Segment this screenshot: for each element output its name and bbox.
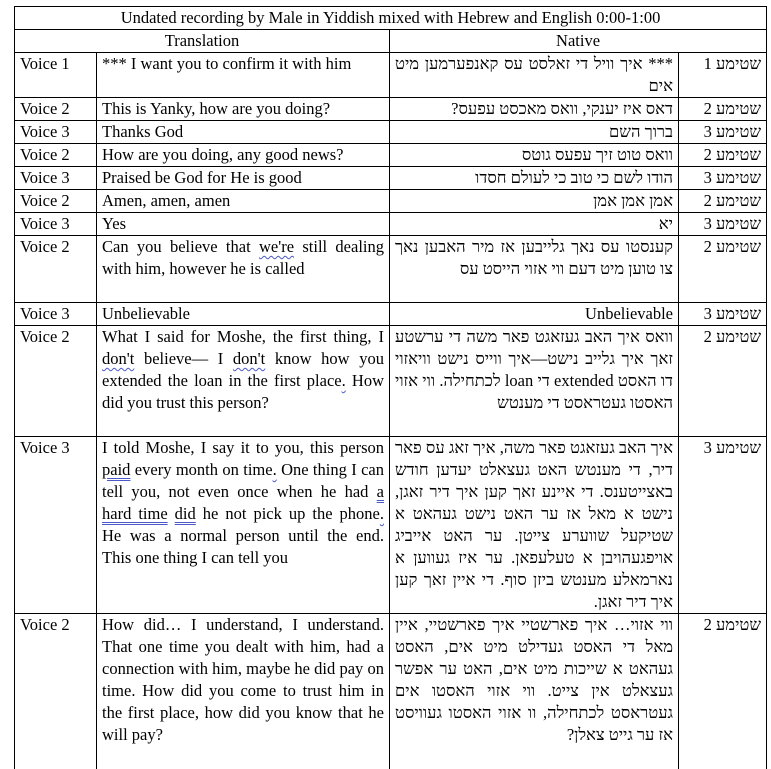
voice-label: Voice 2 xyxy=(15,144,97,167)
native-text: אמן אמן אמן xyxy=(390,190,679,213)
native-text: ברוך השם xyxy=(390,121,679,144)
text-run: Can you believe that xyxy=(102,237,259,256)
table-row xyxy=(15,190,767,213)
native-speaker-label: שטימע 2 xyxy=(679,98,767,121)
native-speaker-label: שטימע 1 xyxy=(679,53,767,98)
native-speaker-label: שטימע 2 xyxy=(679,236,767,303)
grammar-flagged-word: don't xyxy=(232,349,266,368)
voice-label: Voice 1 xyxy=(15,53,97,98)
table-row xyxy=(15,144,767,167)
translation-text xyxy=(97,326,390,437)
native-text: ווי אזוי… איך פארשטיי איך פארשטיי, איין מאל די האסט געדילט מיט אים, האסט געהאט א שייכות מיט אים, האט ער אפשר געצאלט אין צייט. ווי אזוי האסטו אים געטראסט לכתחילה, וו אזוי האסטו געוויסט אז ער גייט צאלן? xyxy=(390,614,679,769)
table-row xyxy=(15,213,767,236)
voice-label: Voice 2 xyxy=(15,190,97,213)
voice-label: Voice 3 xyxy=(15,213,97,236)
voice-label: Voice 2 xyxy=(15,614,97,769)
table-row xyxy=(15,167,767,190)
translation-header: Translation xyxy=(15,30,390,53)
voice-label: Voice 2 xyxy=(15,236,97,303)
native-text: Unbelievable xyxy=(390,303,679,326)
text-run: he not pick up the phone xyxy=(195,504,380,523)
voice-label: Voice 2 xyxy=(15,98,97,121)
grammar-flagged-word: we're xyxy=(259,237,295,256)
grammar-flagged-mark: . xyxy=(272,460,277,479)
native-speaker-label: שטימע 2 xyxy=(679,326,767,437)
native-text: איך האב געזאגט פאר משה, איך זאג עס פאר דיר, די מענטש האט געצאלט יעדען חודש באצייטענס. די איינע זאך קען איך דיר זאגן, נישט א מאל אז ער האט נישט געהאט א שטיקעל שווערע צייטן. ער האט אייביג אויפגעהויבן א טעלעפאן. ער איז געווען א נארמאלע מענטש ביזן סוף. די איין זאך קען איך דיר זאגן. xyxy=(390,437,679,614)
table-row xyxy=(15,437,767,614)
translation-text: How did… I understand, I understand. That one time you dealt with him, had a connection with him, maybe he did pay on time. How did you come to trust him in the first place, how did you know that he will pay? xyxy=(97,614,390,769)
table-row xyxy=(15,236,767,303)
text-run: know how you extended the loan in the first place xyxy=(102,349,384,390)
text-run xyxy=(168,504,175,523)
translation-text: Amen, amen, amen xyxy=(97,190,390,213)
voice-label: Voice 3 xyxy=(15,303,97,326)
table-row xyxy=(15,614,767,769)
native-text: דאס איז יענקי, וואס מאכסט עפעס? xyxy=(390,98,679,121)
voice-label: Voice 3 xyxy=(15,437,97,614)
voice-label: Voice 3 xyxy=(15,167,97,190)
grammar-flagged-word: don't xyxy=(102,349,135,368)
grammar-flagged-phrase: a hard time xyxy=(102,482,384,523)
translation-text xyxy=(97,236,390,303)
translation-text: Unbelievable xyxy=(97,303,390,326)
native-speaker-label: שטימע 3 xyxy=(679,437,767,614)
title-row xyxy=(15,7,767,30)
native-speaker-label: שטימע 3 xyxy=(679,167,767,190)
translation-text xyxy=(97,437,390,614)
table-row xyxy=(15,121,767,144)
text-run: believe— I xyxy=(134,349,233,368)
translation-text: This is Yanky, how are you doing? xyxy=(97,98,390,121)
table-row xyxy=(15,53,767,98)
native-speaker-label: שטימע 2 xyxy=(679,190,767,213)
table-row xyxy=(15,326,767,437)
header-row xyxy=(15,30,767,53)
text-run: I told Moshe, I say it to you, this person xyxy=(102,438,384,457)
text-run: What I said for Moshe, the first thing, I xyxy=(102,327,384,346)
native-text: *** איך וויל די זאלסט עס קאנפערמען מיט אים xyxy=(390,53,679,98)
translation-text: Thanks God xyxy=(97,121,390,144)
grammar-flagged-mark: . xyxy=(341,371,346,390)
table-row xyxy=(15,303,767,326)
voice-label: Voice 2 xyxy=(15,326,97,437)
document-title: Undated recording by Male in Yiddish mixed with Hebrew and English 0:00-1:00 xyxy=(15,7,767,30)
voice-label: Voice 3 xyxy=(15,121,97,144)
translation-text: How are you doing, any good news? xyxy=(97,144,390,167)
native-text: יא xyxy=(390,213,679,236)
grammar-flagged-word: paid xyxy=(102,460,131,479)
native-text: וואס טוט זיך עפעס גוטס xyxy=(390,144,679,167)
translation-text: Yes xyxy=(97,213,390,236)
grammar-flagged-mark: . xyxy=(379,504,384,523)
native-text: וואס איך האב געזאגט פאר משה די ערשטע זאך איך גלייב נישט—איך ווייס נישט וויאזוי דו האסט extended די loan לכתחילה. ווי אזוי האסטו געטראסט די מענטש xyxy=(390,326,679,437)
native-text: הודו לשם כי טוב כי לעולם חסדו xyxy=(390,167,679,190)
text-run: He was a normal person until the end. This one thing I can tell you xyxy=(102,526,384,567)
text-run: One thing I can tell you, not even once when he had xyxy=(102,460,384,501)
grammar-flagged-word: did xyxy=(174,504,196,523)
native-header: Native xyxy=(390,30,767,53)
native-speaker-label: שטימע 3 xyxy=(679,121,767,144)
native-speaker-label: שטימע 3 xyxy=(679,213,767,236)
text-run: still dealing with him, however he is called xyxy=(102,237,384,278)
table-row xyxy=(15,98,767,121)
text-run: every month on time xyxy=(130,460,273,479)
native-text: קענסטו עס נאך גלייבען אז מיר האבען נאך צו טוען מיט דעם ווי אזוי הייסט עס xyxy=(390,236,679,303)
translation-text: Praised be God for He is good xyxy=(97,167,390,190)
native-speaker-label: שטימע 2 xyxy=(679,614,767,769)
transcript-table xyxy=(14,6,767,769)
native-speaker-label: שטימע 2 xyxy=(679,144,767,167)
text-run: How did you trust this person? xyxy=(102,371,384,412)
translation-text: *** I want you to confirm it with him xyxy=(97,53,390,98)
native-speaker-label: שטימע 3 xyxy=(679,303,767,326)
